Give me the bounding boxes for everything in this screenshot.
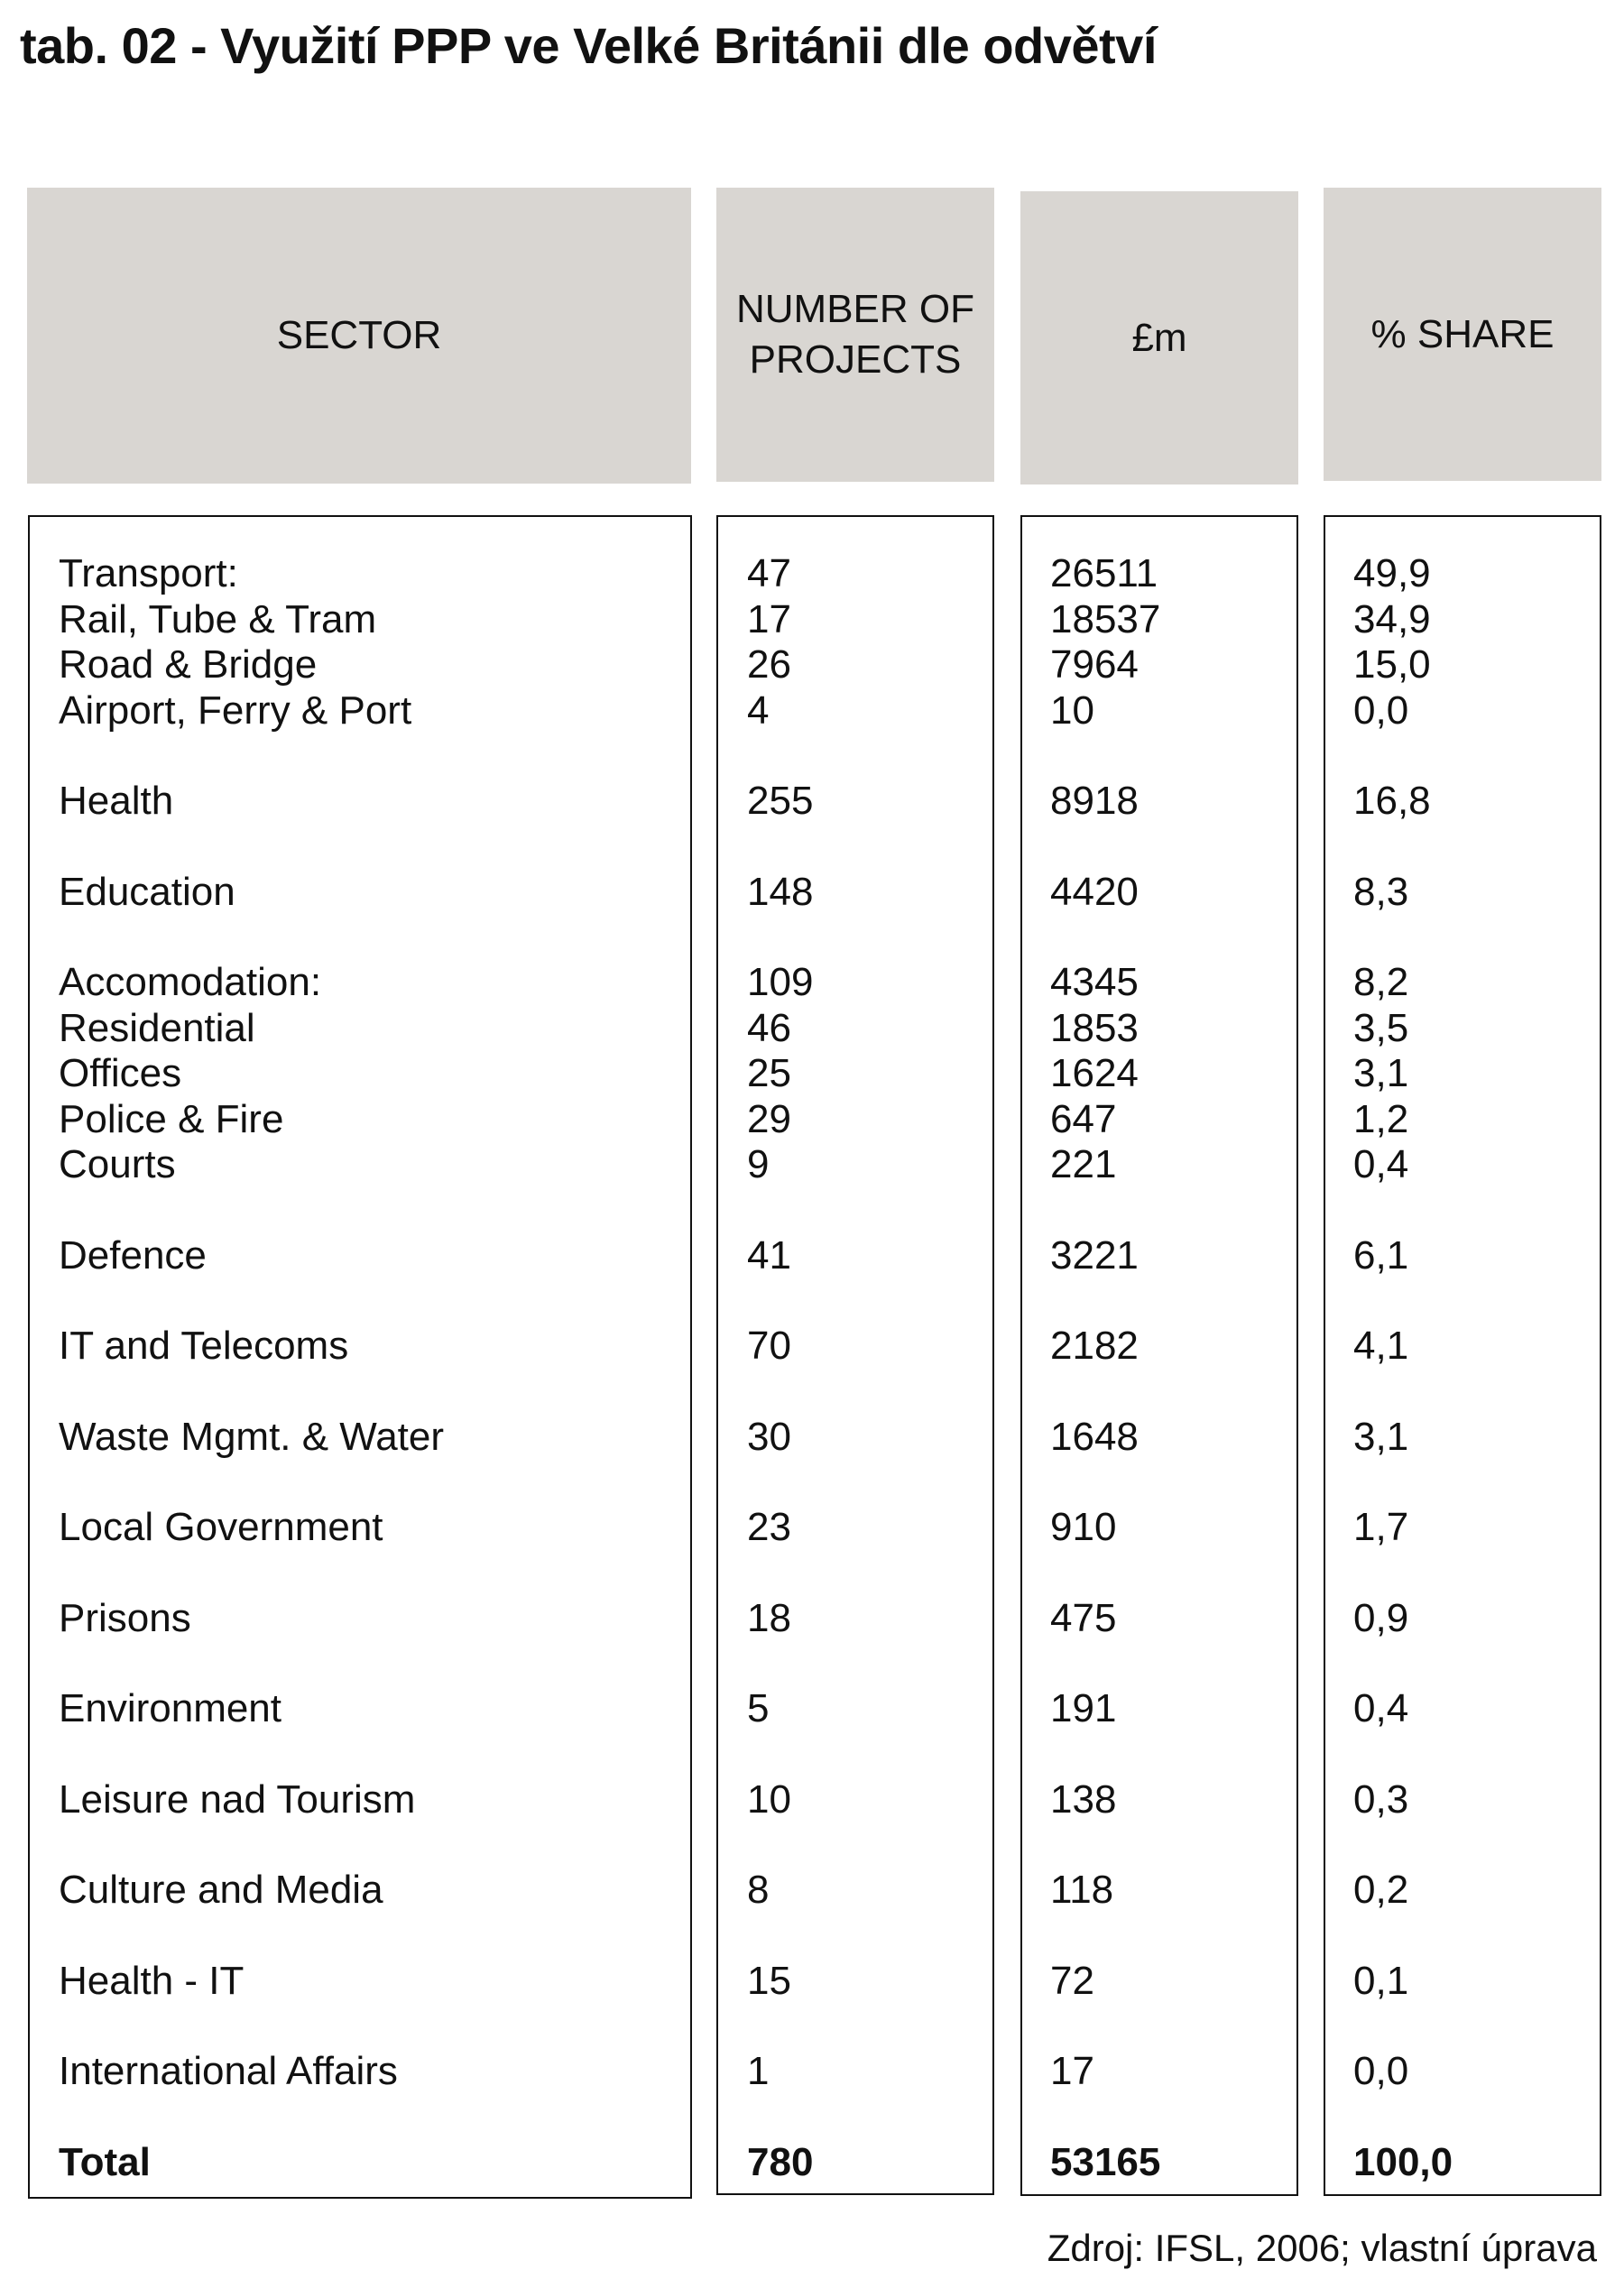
cell-value: 1648 <box>1050 1414 1139 1459</box>
row-gap <box>59 1551 690 1596</box>
cell-projects: 26 <box>747 642 791 687</box>
row-gap <box>1050 734 1296 779</box>
row-gap <box>59 825 690 870</box>
cell-value: 647 <box>1050 1096 1117 1141</box>
total-projects: 780 <box>747 2139 814 2184</box>
cell-value: 910 <box>1050 1505 1117 1549</box>
cell-projects: 109 <box>747 960 814 1004</box>
cell-value: 3221 <box>1050 1232 1139 1278</box>
cell-value: 1624 <box>1050 1051 1139 1095</box>
cell-value: 26511 <box>1050 551 1158 595</box>
row-gap <box>1353 1732 1600 1777</box>
row-gap <box>1050 1914 1296 1959</box>
cell-sector: Road & Bridge <box>59 642 318 687</box>
cell-sector: Local Government <box>59 1505 383 1549</box>
cell-share: 0,4 <box>1353 1686 1409 1730</box>
cell-projects: 10 <box>747 1776 791 1822</box>
row-gap <box>1050 1732 1296 1777</box>
total-sector: Total <box>59 2139 151 2184</box>
row-gap <box>747 1370 992 1415</box>
column-value <box>1020 515 1298 2196</box>
row-gap <box>747 1641 992 1686</box>
row-gap <box>59 915 690 960</box>
cell-share: 8,2 <box>1353 960 1409 1004</box>
cell-sector: Waste Mgmt. & Water <box>59 1414 445 1459</box>
row-gap <box>1353 1914 1600 1959</box>
cell-share: 3,1 <box>1353 1051 1409 1095</box>
row-gap <box>1050 2095 1296 2140</box>
cell-projects: 5 <box>747 1686 770 1730</box>
row-gap <box>747 2004 992 2049</box>
cell-projects: 23 <box>747 1505 791 1549</box>
row-gap <box>1353 1551 1600 1596</box>
cell-sector: Offices <box>59 1051 182 1095</box>
column-sector <box>28 515 692 2199</box>
cell-projects: 4 <box>747 687 770 733</box>
row-gap <box>747 1551 992 1596</box>
cell-sector: Airport, Ferry & Port <box>59 687 412 733</box>
cell-share: 6,1 <box>1353 1232 1409 1278</box>
row-gap <box>1050 1460 1296 1505</box>
header-projects <box>716 188 994 482</box>
row-gap <box>1050 1188 1296 1233</box>
cell-projects: 41 <box>747 1232 791 1278</box>
row-gap <box>747 1460 992 1505</box>
cell-sector: Health - IT <box>59 1958 245 2003</box>
cell-value: 221 <box>1050 1142 1117 1186</box>
row-gap <box>59 1822 690 1868</box>
cell-share: 3,5 <box>1353 1005 1409 1050</box>
cell-value: 18537 <box>1050 596 1161 641</box>
cell-share: 0,0 <box>1353 687 1409 733</box>
cell-value: 138 <box>1050 1776 1117 1822</box>
cell-value: 4420 <box>1050 869 1139 914</box>
cell-projects: 148 <box>747 869 814 914</box>
cell-share: 4,1 <box>1353 1324 1409 1368</box>
cell-sector: Rail, Tube & Tram <box>59 596 377 641</box>
cell-projects: 70 <box>747 1324 791 1368</box>
row-gap <box>59 2095 690 2140</box>
cell-sector: Health <box>59 779 174 823</box>
row-gap <box>747 1914 992 1959</box>
cell-share: 15,0 <box>1353 642 1431 687</box>
total-value: 53165 <box>1050 2139 1161 2184</box>
cell-sector: Courts <box>59 1142 176 1186</box>
row-gap <box>59 1641 690 1686</box>
cell-projects: 46 <box>747 1005 791 1050</box>
row-gap <box>59 1732 690 1777</box>
cell-value: 72 <box>1050 1958 1094 2003</box>
cell-share: 3,1 <box>1353 1414 1409 1459</box>
row-gap <box>1050 825 1296 870</box>
cell-share: 16,8 <box>1353 779 1431 823</box>
source-note: Zdroj: IFSL, 2006; vlastní úprava <box>1047 2227 1597 2269</box>
cell-projects: 8 <box>747 1868 770 1912</box>
cell-sector: Police & Fire <box>59 1096 284 1141</box>
row-gap <box>59 1460 690 1505</box>
cell-sector: International Affairs <box>59 2049 398 2093</box>
row-gap <box>59 1278 690 1324</box>
row-gap <box>1050 1822 1296 1868</box>
row-gap <box>1050 1551 1296 1596</box>
cell-projects: 17 <box>747 596 791 641</box>
cell-projects: 18 <box>747 1595 791 1640</box>
row-gap <box>1353 1188 1600 1233</box>
row-gap <box>1050 915 1296 960</box>
header-value <box>1020 191 1298 484</box>
row-gap <box>1353 825 1600 870</box>
cell-projects: 47 <box>747 551 791 595</box>
header-sector-label: SECTOR <box>276 313 442 357</box>
cell-sector: Education <box>59 869 235 914</box>
row-gap <box>59 1914 690 1959</box>
row-gap <box>59 2004 690 2049</box>
row-gap <box>1050 1370 1296 1415</box>
cell-sector: Environment <box>59 1686 282 1730</box>
row-gap <box>1050 2004 1296 2049</box>
cell-share: 0,3 <box>1353 1776 1409 1822</box>
cell-share: 0,9 <box>1353 1595 1409 1640</box>
cell-sector: IT and Telecoms <box>59 1324 349 1368</box>
cell-value: 8918 <box>1050 779 1139 823</box>
cell-sector: Residential <box>59 1005 255 1050</box>
header-share <box>1324 188 1601 481</box>
row-gap <box>1353 1641 1600 1686</box>
cell-share: 0,4 <box>1353 1142 1409 1186</box>
cell-projects: 1 <box>747 2049 770 2093</box>
cell-projects: 9 <box>747 1142 770 1186</box>
cell-value: 1853 <box>1050 1005 1139 1050</box>
cell-share: 0,2 <box>1353 1868 1409 1912</box>
header-sector <box>27 188 691 484</box>
row-gap <box>1353 1370 1600 1415</box>
column-projects <box>716 515 994 2195</box>
row-gap <box>59 1188 690 1233</box>
cell-sector: Accomodation: <box>59 960 322 1004</box>
page-title: tab. 02 - Využití PPP ve Velké Británii dle odvětví <box>20 17 1157 74</box>
cell-share: 49,9 <box>1353 551 1431 595</box>
row-gap <box>59 734 690 779</box>
row-gap <box>747 734 992 779</box>
cell-share: 0,0 <box>1353 2049 1409 2093</box>
cell-sector: Defence <box>59 1232 207 1278</box>
row-gap <box>1353 2095 1600 2140</box>
row-gap <box>747 825 992 870</box>
cell-sector: Leisure nad Tourism <box>59 1776 416 1822</box>
cell-projects: 29 <box>747 1096 791 1141</box>
cell-share: 1,2 <box>1353 1096 1409 1141</box>
row-gap <box>1353 1460 1600 1505</box>
cell-sector: Culture and Media <box>59 1868 383 1912</box>
cell-value: 2182 <box>1050 1324 1139 1368</box>
header-projects-line2: PROJECTS <box>749 337 962 382</box>
cell-share: 1,7 <box>1353 1505 1409 1549</box>
row-gap <box>747 915 992 960</box>
cell-value: 475 <box>1050 1595 1117 1640</box>
row-gap <box>1353 1278 1600 1324</box>
cell-value: 4345 <box>1050 960 1139 1004</box>
row-gap <box>1050 1278 1296 1324</box>
cell-value: 7964 <box>1050 642 1139 687</box>
cell-value: 191 <box>1050 1686 1117 1730</box>
header-value-label: £m <box>1131 315 1187 360</box>
cell-sector: Transport: <box>59 551 238 595</box>
column-share <box>1324 515 1601 2196</box>
total-share: 100,0 <box>1353 2139 1453 2184</box>
row-gap <box>747 1278 992 1324</box>
cell-projects: 15 <box>747 1958 791 2003</box>
cell-share: 0,1 <box>1353 1958 1409 2003</box>
row-gap <box>747 1732 992 1777</box>
cell-value: 118 <box>1050 1868 1114 1912</box>
row-gap <box>59 1370 690 1415</box>
row-gap <box>1353 734 1600 779</box>
row-gap <box>747 1822 992 1868</box>
row-gap <box>747 1188 992 1233</box>
header-projects-line1: NUMBER OF <box>736 287 974 331</box>
cell-projects: 25 <box>747 1051 791 1095</box>
cell-value: 10 <box>1050 687 1094 733</box>
cell-share: 34,9 <box>1353 596 1431 641</box>
row-gap <box>1353 1822 1600 1868</box>
cell-projects: 30 <box>747 1414 791 1459</box>
row-gap <box>747 2095 992 2140</box>
row-gap <box>1353 915 1600 960</box>
cell-value: 17 <box>1050 2049 1094 2093</box>
cell-share: 8,3 <box>1353 869 1409 914</box>
row-gap <box>1050 1641 1296 1686</box>
cell-sector: Prisons <box>59 1595 191 1640</box>
header-share-label: % SHARE <box>1370 311 1555 356</box>
row-gap <box>1353 2004 1600 2049</box>
cell-projects: 255 <box>747 779 814 823</box>
